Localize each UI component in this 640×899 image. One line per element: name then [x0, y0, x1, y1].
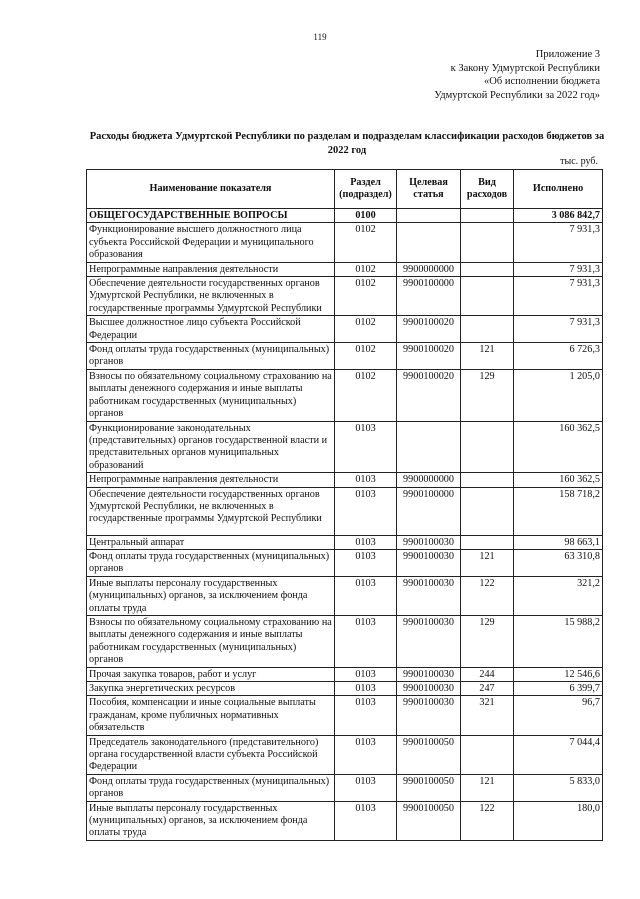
cell-name: Фонд оплаты труда государственных (муниципальных) органов — [87, 774, 335, 801]
cell-amount: 7 931,3 — [514, 316, 603, 343]
table-row — [87, 487, 603, 535]
cell-target: 9900100030 — [397, 576, 461, 615]
cell-type: 247 — [461, 682, 514, 696]
cell-name: Фонд оплаты труда государственных (муниципальных) органов — [87, 549, 335, 576]
table-row — [87, 421, 603, 473]
table-row — [87, 343, 603, 370]
cell-name: Взносы по обязательному социальному страхованию на выплаты денежного содержания и иные выплаты работникам государственных (муниципальных) органов — [87, 369, 335, 421]
cell-type: 244 — [461, 667, 514, 681]
page-number: 119 — [313, 32, 327, 42]
cell-target: 9900100030 — [397, 682, 461, 696]
cell-type: 129 — [461, 615, 514, 667]
cell-section: 0102 — [335, 369, 397, 421]
cell-target: 9900100020 — [397, 343, 461, 370]
appendix-line: Удмуртской Республики за 2022 год» — [434, 89, 600, 101]
cell-section: 0102 — [335, 316, 397, 343]
cell-amount: 160 362,5 — [514, 421, 603, 473]
table-row — [87, 369, 603, 421]
cell-amount: 6 399,7 — [514, 682, 603, 696]
cell-type: 122 — [461, 801, 514, 840]
table-row — [87, 535, 603, 549]
cell-amount: 7 931,3 — [514, 262, 603, 276]
cell-type — [461, 262, 514, 276]
cell-section: 0100 — [335, 209, 397, 223]
cell-target: 9900000000 — [397, 262, 461, 276]
cell-type — [461, 535, 514, 549]
table-row — [87, 262, 603, 276]
cell-type: 129 — [461, 369, 514, 421]
cell-type — [461, 316, 514, 343]
cell-name: Функционирование законодательных (представительных) органов государственной власти и представительных органов муниципальных образований — [87, 421, 335, 473]
cell-target: 9900100000 — [397, 487, 461, 535]
document-title: Расходы бюджета Удмуртской Республики по разделам и подразделам классификации расходов бюджетов за 2022 год — [89, 131, 605, 156]
cell-section: 0103 — [335, 801, 397, 840]
cell-type — [461, 735, 514, 774]
cell-section: 0103 — [335, 576, 397, 615]
cell-target: 9900100020 — [397, 316, 461, 343]
cell-section: 0103 — [335, 473, 397, 487]
cell-type — [461, 473, 514, 487]
appendix-caption — [434, 48, 600, 102]
table-row — [87, 209, 603, 223]
cell-amount: 3 086 842,7 — [514, 209, 603, 223]
cell-amount: 7 931,3 — [514, 277, 603, 316]
cell-amount: 63 310,8 — [514, 549, 603, 576]
header-target: Целевая статья — [397, 170, 461, 209]
cell-target: 9900100000 — [397, 277, 461, 316]
cell-name: Непрограммные направления деятельности — [87, 473, 335, 487]
cell-target: 9900100030 — [397, 535, 461, 549]
cell-section: 0103 — [335, 535, 397, 549]
appendix-line: «Об исполнении бюджета — [484, 76, 600, 88]
cell-amount: 5 833,0 — [514, 774, 603, 801]
cell-type — [461, 277, 514, 316]
cell-name: Прочая закупка товаров, работ и услуг — [87, 667, 335, 681]
cell-amount: 96,7 — [514, 696, 603, 735]
cell-type — [461, 487, 514, 535]
cell-amount: 1 205,0 — [514, 369, 603, 421]
table-row — [87, 682, 603, 696]
table-row — [87, 735, 603, 774]
cell-section: 0103 — [335, 421, 397, 473]
cell-name: Взносы по обязательному социальному страхованию на выплаты денежного содержания и иные выплаты работникам государственных (муниципальных) органов — [87, 615, 335, 667]
cell-type — [461, 421, 514, 473]
table-row — [87, 774, 603, 801]
cell-amount: 180,0 — [514, 801, 603, 840]
table-row — [87, 549, 603, 576]
cell-amount: 12 546,6 — [514, 667, 603, 681]
expenses-table — [86, 169, 603, 841]
header-type: Вид расходов — [461, 170, 514, 209]
cell-target: 9900100050 — [397, 801, 461, 840]
cell-name: Фонд оплаты труда государственных (муниципальных) органов — [87, 343, 335, 370]
header-section: Раздел (подраздел) — [335, 170, 397, 209]
cell-name: Высшее должностное лицо субъекта Российской Федерации — [87, 316, 335, 343]
cell-amount: 98 663,1 — [514, 535, 603, 549]
cell-section: 0103 — [335, 696, 397, 735]
cell-section: 0102 — [335, 277, 397, 316]
cell-amount: 7 931,3 — [514, 223, 603, 262]
cell-type: 121 — [461, 774, 514, 801]
cell-name: Иные выплаты персоналу государственных (муниципальных) органов, за исключением фонда оплаты труда — [87, 576, 335, 615]
cell-target: 9900100050 — [397, 774, 461, 801]
cell-section: 0103 — [335, 487, 397, 535]
cell-amount: 15 988,2 — [514, 615, 603, 667]
cell-name: Закупка энергетических ресурсов — [87, 682, 335, 696]
cell-type — [461, 223, 514, 262]
cell-amount: 6 726,3 — [514, 343, 603, 370]
units-label: тыс. руб. — [560, 156, 598, 167]
cell-target: 9900100050 — [397, 735, 461, 774]
table-row — [87, 316, 603, 343]
cell-section: 0103 — [335, 774, 397, 801]
table-row — [87, 801, 603, 840]
table-row — [87, 615, 603, 667]
cell-name: Пособия, компенсации и иные социальные выплаты гражданам, кроме публичных нормативных обязательств — [87, 696, 335, 735]
cell-section: 0103 — [335, 735, 397, 774]
cell-section: 0103 — [335, 615, 397, 667]
cell-type: 121 — [461, 343, 514, 370]
cell-name: ОБЩЕГОСУДАРСТВЕННЫЕ ВОПРОСЫ — [87, 209, 335, 223]
cell-target: 9900100030 — [397, 549, 461, 576]
cell-section: 0103 — [335, 682, 397, 696]
cell-target — [397, 223, 461, 262]
cell-name: Председатель законодательного (представительного) органа государственной власти субъекта Российской Федерации — [87, 735, 335, 774]
cell-name: Обеспечение деятельности государственных органов Удмуртской Республики, не включенных в государственные программы Удмуртской Республики — [87, 277, 335, 316]
table-row — [87, 223, 603, 262]
cell-name: Функционирование высшего должностного лица субъекта Российской Федерации и муниципального образования — [87, 223, 335, 262]
cell-name: Обеспечение деятельности государственных органов Удмуртской Республики, не включенных в государственные программы Удмуртской Республики — [87, 487, 335, 535]
cell-name: Непрограммные направления деятельности — [87, 262, 335, 276]
table-row — [87, 576, 603, 615]
table-row — [87, 696, 603, 735]
cell-type: 321 — [461, 696, 514, 735]
cell-target: 9900100030 — [397, 615, 461, 667]
cell-amount: 321,2 — [514, 576, 603, 615]
cell-target — [397, 421, 461, 473]
cell-section: 0103 — [335, 549, 397, 576]
cell-type: 121 — [461, 549, 514, 576]
cell-target: 9900000000 — [397, 473, 461, 487]
header-name: Наименование показателя — [87, 170, 335, 209]
cell-type: 122 — [461, 576, 514, 615]
cell-name: Центральный аппарат — [87, 535, 335, 549]
cell-target: 9900100030 — [397, 667, 461, 681]
appendix-line: к Закону Удмуртской Республики — [450, 62, 600, 74]
appendix-line: Приложение 3 — [535, 49, 600, 60]
cell-amount: 160 362,5 — [514, 473, 603, 487]
table-header-row — [87, 170, 603, 209]
header-amount: Исполнено — [514, 170, 603, 209]
cell-name: Иные выплаты персоналу государственных (муниципальных) органов, за исключением фонда оплаты труда — [87, 801, 335, 840]
table-row — [87, 277, 603, 316]
table-row — [87, 667, 603, 681]
cell-section: 0102 — [335, 223, 397, 262]
cell-section: 0103 — [335, 667, 397, 681]
cell-type — [461, 209, 514, 223]
cell-section: 0102 — [335, 262, 397, 276]
cell-target — [397, 209, 461, 223]
cell-amount: 158 718,2 — [514, 487, 603, 535]
cell-section: 0102 — [335, 343, 397, 370]
cell-target: 9900100030 — [397, 696, 461, 735]
table-row — [87, 473, 603, 487]
cell-target: 9900100020 — [397, 369, 461, 421]
table-body — [87, 209, 603, 841]
cell-amount: 7 044,4 — [514, 735, 603, 774]
